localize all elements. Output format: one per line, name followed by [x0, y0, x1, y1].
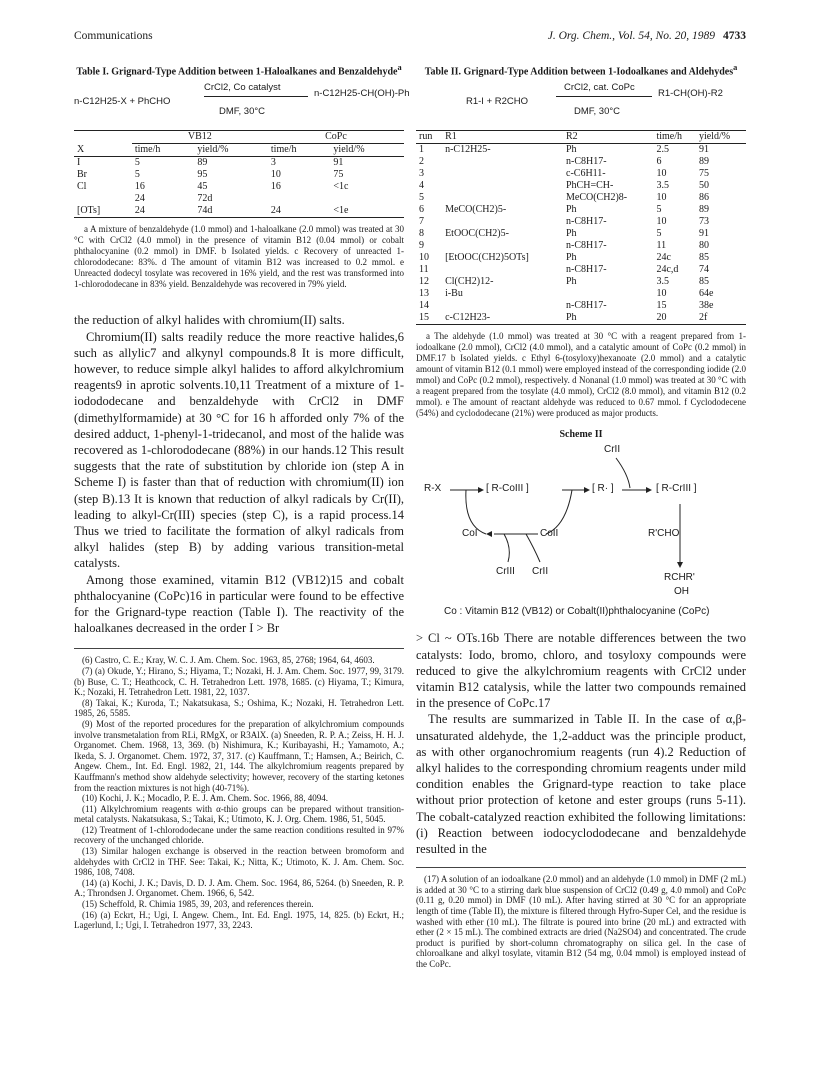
table-cell: 73: [698, 216, 709, 228]
table-cell: 3: [419, 168, 424, 180]
table-cell: 10: [419, 252, 429, 264]
table-cell: 24: [134, 193, 145, 205]
table-cell: MeCO(CH2)8-: [566, 192, 628, 204]
table-cell: Ph: [563, 312, 653, 325]
scheme2-label-r-radical: [ R· ]: [592, 483, 614, 495]
table-cell: 16: [270, 181, 281, 193]
table-cell: 3: [270, 157, 276, 169]
table-cell: Ph: [566, 276, 577, 288]
table-cell: Ph: [566, 228, 577, 240]
t2-conditions-above: CrCl2, cat. CoPc: [564, 82, 635, 94]
table-cell: 24c,d: [656, 264, 679, 276]
table-cell: 72d: [197, 193, 213, 205]
table-cell: 6: [656, 156, 662, 168]
scheme2-label-cr2-top: CrII: [604, 444, 621, 456]
table-cell: n-C12H25-: [445, 144, 491, 156]
table-cell: [442, 264, 563, 276]
table2-row: [416, 180, 746, 192]
table2-row: [416, 312, 746, 325]
reference: (9) Most of the reported procedures for the preparation of alkylchromium compounds involve transmetalation from RLi, RMgX, or R3AlX. (a) Sneeden, R. P. A.; Zeiss, H. H. J. Organomet. Chem. 1968, 13, 369. (b) Nishimura, K.; Kuribayashi, H.; Yamamoto, A.; Ikeda, S. J. Organomet. Chem. 1972, 37, 317. (c) Kauffmann, T.; Hamsen, A.; Beirich, C. Angew. Chem., Int. Ed. Engl. 1982, 21, 144. The alkylchromium reagents prepared by Kauffmann's method show aldehyde selectivity; however, recovery of the starting ketones from the reaction mixtures is not high (40-71%).: [74, 718, 404, 793]
table-cell: 9: [419, 240, 424, 252]
table-cell: MeCO(CH2)5-: [445, 204, 507, 216]
table-cell: 15: [656, 300, 667, 312]
table-cell: 91: [698, 228, 709, 240]
scheme2-label-r-co3: [ R-CoIII ]: [486, 483, 529, 495]
table-cell: 91: [333, 157, 344, 169]
table-cell: [442, 192, 563, 204]
t2-reactant: R1-I + R2CHO: [466, 96, 529, 108]
table2-row: [416, 204, 746, 216]
table-cell: Ph: [566, 204, 577, 216]
scheme2-label-r-cr3: [ R-CrIII ]: [656, 483, 697, 495]
table-cell: n-C8H17-: [566, 240, 607, 252]
table-cell: 38e: [698, 300, 714, 312]
table-cell: 15: [416, 312, 442, 325]
right-references: [416, 867, 746, 969]
table2-row: [416, 264, 746, 276]
t1-arrow: [204, 96, 308, 97]
table-cell: 85: [698, 252, 709, 264]
table-cell: 64e: [698, 288, 714, 300]
scheme2-label-oh: OH: [674, 586, 689, 598]
table-cell: 10: [270, 169, 281, 181]
t1-reactant: n-C12H25-X + PhCHO: [74, 96, 171, 108]
reference: (16) (a) Eckrt, H.; Ugi, I. Angew. Chem., Int. Ed. Engl. 1975, 14, 825. (b) Eckrt, H.; Lagerlund, I.; Ugi, I. Tetrahedron 1977, 33, 2243.: [74, 909, 404, 931]
paragraph: > Cl ~ OTs.16b There are notable differences between the two catalysts: Iodo, bromo, chloro, and tosyloxy compounds were reduced to give the alkylchromium reagents with CrCl2 under vitamin B12 catalysis, while the latter two compounds remained in the presence of CoPc.17: [416, 631, 746, 711]
table-cell: 16: [134, 181, 145, 193]
table1-row: [74, 205, 404, 218]
table-cell: 89: [698, 156, 709, 168]
table-cell: EtOOC(CH2)5-: [445, 228, 509, 240]
paragraph: Chromium(II) salts readily reduce the more reactive halides,6 such as allylic7 and alkynyl compounds.8 It is more difficult, however, to reduce simple alkyl halides to afford alkylchromium reagents9 in aprotic solvents.10,11 Treatment of a mixture of 1-iodododecane and benzaldehyde with CrCl2 in DMF (dimethylformamide) at 30 °C for 16 h afforded only 7% of the desired adduct, 1-phenyl-1-tridecanol, and most of the halide was recovered as 1-chlorododecane (88%) in our hands.12 This result suggests that the rate of substitution by chloride ion (step A in Scheme I) is faster than that of reduction with chromium(II) ion (step B).13 It is known that reduction of alkyl radicals by Cr(II), leading to alkyl-Cr(III) species (step C), is a rapid process.14 Thus we tried to facilitate the formation of alkyl radicals from alkyl halides (step B) by adding various transition-metal catalysts.: [74, 329, 404, 571]
scheme2-label-aldehyde: R'CHO: [648, 528, 680, 540]
t2-header-row: run R1 R2 time/h yield/%: [416, 131, 746, 144]
table-cell: 75: [333, 169, 344, 181]
table-cell: [EtOOC(CH2)5OTs]: [445, 252, 529, 264]
reference: (11) Alkylchromium reagents with α-thio groups can be prepared without transition-metal catalysts. Nakatsukasa, S.; Takai, K.; Utimoto, K. J. Org. Chem. 1986, 51, 5045.: [74, 803, 404, 825]
running-header: [74, 30, 746, 48]
table-cell: Cl: [77, 181, 87, 193]
paragraph: the reduction of alkyl halides with chromium(II) salts.: [74, 313, 345, 328]
scheme2-caption: Scheme II: [559, 429, 603, 441]
table2-row: [416, 168, 746, 180]
table-cell: 2: [419, 156, 424, 168]
table-cell: 24: [268, 205, 331, 218]
reference: (14) (a) Kochi, J. K.; Davis, D. D. J. Am. Chem. Soc. 1964, 86, 5264. (b) Sneeden, R. P. A.; Throndsen J. Organomet. Chem. 1966, 6, 542.: [74, 877, 404, 899]
table-cell: 3.5: [656, 276, 669, 288]
scheme2-diagram: [416, 444, 746, 624]
table-cell: n-C8H17-: [566, 300, 607, 312]
table-cell: [442, 216, 563, 228]
paragraph: Among those examined, vitamin B12 (VB12)15 and cobalt phthalocyanine (CoPc)16 in particular were found to be effective for the Grignard-type reaction (Table I). The reactivity of the haloalkanes decreased in the order I > Br: [74, 572, 404, 636]
table-cell: n-C8H17-: [566, 264, 607, 276]
table-cell: <1c: [333, 181, 349, 193]
table1-footnotes: a A mixture of benzaldehyde (1.0 mmol) and 1-haloalkane (2.0 mmol) was treated at 30 °C with CrCl2 (4.0 mmol) in the presence of vitamin B12 (0.04 mmol) or cobalt phthalocyanine (0.2 mmol) in DMF. b Isolated yields. c Recovery of unreacted 1-chlorododecane: 83%. d The amount of vitamin B12 was increased to 0.2 mmol. e Unreacted dodecyl tosylate was recovered in 16% yield, and the rest was transformed into 1-chlorododecane in 83% yield. Benzaldehyde was recovered in 79% yield.: [74, 224, 404, 290]
table-cell: [330, 193, 404, 205]
t1-conditions-above: CrCl2, Co catalyst: [204, 82, 281, 94]
table1-caption: Table I. Grignard-Type Addition between 1-Haloalkanes and Benzaldehyde$^a$: [76, 63, 402, 78]
scheme2-label-rx: R-X: [424, 483, 442, 495]
table-cell: 2f: [696, 312, 746, 325]
table-cell: 8: [419, 228, 424, 240]
table-cell: n-C8H17-: [566, 156, 607, 168]
table-cell: PhCH=CH-: [566, 180, 614, 192]
reference: (13) Similar halogen exchange is observed in the reaction between bromoform and aldehydes with CrCl2 in THF. See: Takai, K.; Nitta, K.; Utimoto, K. J. Am. Chem. Soc. 1986, 108, 7408.: [74, 846, 404, 878]
t1-product: n-C12H25-CH(OH)-Ph: [314, 88, 410, 100]
table1: [74, 130, 404, 218]
scheme2-label-co2: CoII: [540, 528, 559, 540]
table1-row: [74, 193, 404, 205]
table-cell: n-C8H17-: [566, 216, 607, 228]
table2-caption: Table II. Grignard-Type Addition between 1-Iodoalkanes and Aldehydes$^a$: [424, 63, 738, 78]
table-cell: 89: [698, 204, 709, 216]
table-cell: 10: [656, 216, 667, 228]
table-cell: 20: [653, 312, 696, 325]
table-cell: 14: [419, 300, 429, 312]
table-cell: Cl(CH2)12-: [445, 276, 494, 288]
table2-row: [416, 240, 746, 252]
table-cell: [442, 168, 563, 180]
section-label: Communications: [74, 30, 153, 42]
table-cell: <1e: [330, 205, 404, 218]
t1-header-row: X time/h yield/% time/h yield/%: [74, 144, 404, 157]
scheme2-label-co1: CoI: [462, 528, 478, 540]
left-column: [74, 62, 410, 931]
paragraph: The results are summarized in Table II. In the case of α,β-unsaturated aldehyde, the 1,2-adduct was the principle product, as with other organochromium reagents (run 4).2 Reduction of alkyl halides to the corresponding chromium reagents under mild condition enables the Grignard-type reaction to take place without prior protection of ketone and ester groups (runs 5-11). The cobalt-catalyzed reaction exhibited the following limitations: (i) Reaction between iodocyclododecane and benzaldehyde resulted in the: [416, 712, 746, 856]
table2-reaction-scheme: [416, 82, 746, 130]
right-column: [416, 62, 746, 970]
table-cell: [268, 193, 331, 205]
table2-row: [416, 216, 746, 228]
table-cell: 10: [656, 288, 667, 300]
table-cell: [442, 156, 563, 168]
table1-row: [74, 157, 404, 170]
table-cell: 50: [698, 180, 709, 192]
table-cell: 74: [698, 264, 709, 276]
table-cell: 7: [419, 216, 424, 228]
reference: (12) Treatment of 1-chlorododecane under the same reaction conditions resulted in 97% recovery of the unchanged chloride.: [74, 824, 404, 846]
reference: (15) Scheffold, R. Chimia 1985, 39, 203, and references therein.: [82, 899, 314, 910]
table-cell: 10: [656, 168, 667, 180]
table-cell: 11: [656, 240, 667, 252]
table2-row: [416, 228, 746, 240]
t1-group-vb12: VB12: [132, 131, 268, 144]
table1-reaction-scheme: [74, 82, 410, 130]
table-cell: 3.5: [656, 180, 669, 192]
table-cell: [74, 193, 132, 205]
table-cell: 10: [656, 192, 667, 204]
t2-arrow: [556, 96, 652, 97]
table-cell: 91: [698, 144, 709, 156]
table2-row: [416, 300, 746, 312]
table-cell: 24c: [656, 252, 671, 264]
table-cell: i-Bu: [445, 288, 463, 300]
left-references: [74, 648, 404, 930]
page-number: 4733: [723, 30, 746, 42]
table2-row: [416, 192, 746, 204]
table2-row: [416, 252, 746, 264]
table-cell: 24: [132, 205, 195, 218]
table2-footnotes: a The aldehyde (1.0 mmol) was treated at 30 °C with a reagent prepared from 1-iodoalkane (2.0 mmol), CrCl2 (4.0 mmol), and a catalytic amount of CoPc (0.2 mmol) in DMF.17 b Isolated yields. c Ethyl 6-(tosyloxy)hexanoate (2.0 mmol) and a catalytic amount of vitamin B12 (0.1 mmol) were employed instead of the corresponding iodide (2.0 mmol) and CoPc (0.2 mmol), respectively. d Nonanal (1.0 mmol) was treated at 30 °C with a reagent prepared from the tosylate (4.0 mmol), CrCl2 (8.0 mmol), and vitamin B12 (0.2 mmol). e The amount of reactant aldehyde was reduced to 0.67 mmol. f Cyclododecene (54%) and cyclododecane (21%) were produced as major products.: [416, 331, 746, 419]
scheme2-legend: Co : Vitamin B12 (VB12) or Cobalt(II)phthalocyanine (CoPc): [444, 606, 710, 618]
table-cell: 75: [698, 168, 709, 180]
table-cell: 85: [698, 276, 709, 288]
table1-row: [74, 169, 404, 181]
scheme2-label-cr2: CrII: [532, 566, 549, 578]
table-cell: 95: [197, 169, 208, 181]
table-cell: 80: [698, 240, 709, 252]
scheme2-label-cr3: CrIII: [496, 566, 515, 578]
reference: (8) Takai, K.; Kuroda, T.; Nakatsukasa, S.; Oshima, K.; Nozaki, H. Tetrahedron Lett. 1985, 26, 5585.: [74, 697, 404, 719]
reference: (10) Kochi, J. K.; Mocadlo, P. E. J. Am. Chem. Soc. 1966, 88, 4094.: [82, 793, 328, 804]
t2-conditions-below: DMF, 30°C: [574, 106, 621, 118]
table-cell: c-C12H23-: [442, 312, 563, 325]
table1-row: [74, 181, 404, 193]
table-cell: [442, 180, 563, 192]
table-cell: 5: [656, 228, 662, 240]
table-cell: [442, 240, 563, 252]
right-body-text: [416, 630, 746, 857]
table-cell: [442, 300, 563, 312]
reference: (17) A solution of an iodoalkane (2.0 mmol) and an aldehyde (1.0 mmol) in DMF (2 mL) is added at 30 °C to a stirring dark blue suspension of CrCl2 (0.49 g, 4.0 mmol) and CoPc (0.11 g, 0.20 mmol) in DMF (10 mL). After having stirred at 30 °C for an appropriate length of time (Table II), the mixture is filtered through Hyfro-Super Cel, and the residue is washed with ether (10 mL). The filtrate is poured into brine (20 mL) and extracted with ether (2 × 15 mL). The combined extracts are dried (Na2SO4) and concentrated. The crude product is purified by short-column chromatography on silica gel. In the case of chloroalkane and alkyl tosylate, vitamin B12 (54 mg, 0.04 mmol) is employed instead of the CoPc.: [416, 874, 746, 969]
table2-row: [416, 144, 746, 157]
table-cell: 89: [197, 157, 208, 169]
table-cell: 1: [419, 144, 424, 156]
table2-row: [416, 276, 746, 288]
table-cell: 11: [419, 264, 429, 276]
table-cell: 6: [419, 204, 424, 216]
table2: [416, 130, 746, 325]
table-cell: 13: [419, 288, 429, 300]
table-cell: Ph: [566, 144, 577, 156]
table-cell: 5: [134, 157, 140, 169]
table-cell: 74d: [194, 205, 268, 218]
table2-row: [416, 156, 746, 168]
table-cell: Ph: [566, 252, 577, 264]
table-cell: 4: [419, 180, 424, 192]
t1-group-copc: CoPc: [268, 131, 404, 144]
table-cell: 5: [419, 192, 424, 204]
table-cell: [563, 288, 653, 300]
journal-citation: J. Org. Chem., Vol. 54, No. 20, 1989 4733: [547, 30, 746, 42]
reference: (7) (a) Okude, Y.; Hirano, S.; Hiyama, T.; Nozaki, H. J. Am. Chem. Soc. 1977, 99, 3179. (b) Buse, C. T.; Heathcock, C. H. Tetrahedron Lett. 1978, 1685. (c) Hiyama, T.; Kimura, K.; Nozaki, H. Tetrahedron Lett. 1981, 22, 1037.: [74, 665, 404, 698]
left-body-text: [74, 312, 404, 636]
table2-row: [416, 288, 746, 300]
table-cell: 5: [656, 204, 662, 216]
table-cell: [OTs]: [74, 205, 132, 218]
table-cell: 86: [698, 192, 709, 204]
t2-product: R1-CH(OH)-R2: [658, 88, 723, 100]
table-cell: 5: [134, 169, 140, 181]
t1-conditions-below: DMF, 30°C: [219, 106, 266, 118]
reference: (6) Castro, C. E.; Kray, W. C. J. Am. Chem. Soc. 1963, 85, 2768; 1964, 64, 4603.: [82, 655, 375, 666]
table-cell: Br: [77, 169, 87, 181]
table-cell: I: [77, 157, 81, 169]
scheme2-arrows: [416, 444, 746, 594]
table-cell: 45: [197, 181, 208, 193]
table-cell: c-C6H11-: [566, 168, 606, 180]
table-cell: 12: [419, 276, 429, 288]
table-cell: 2.5: [656, 144, 669, 156]
scheme2-label-product: RCHR': [664, 572, 695, 584]
